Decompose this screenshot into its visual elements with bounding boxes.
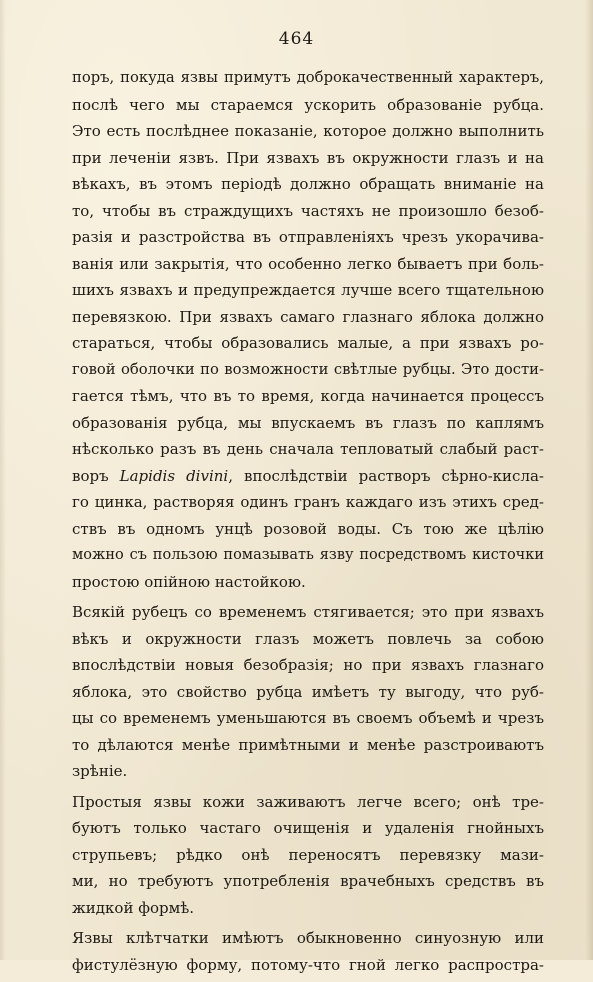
text-line: Это есть послѣднее показаніе, которое должно выполнить bbox=[72, 122, 544, 140]
paragraph bbox=[72, 925, 544, 978]
page-left-edge-shadow bbox=[0, 0, 6, 960]
body-text bbox=[72, 65, 544, 982]
text-line: ствъ въ одномъ унцѣ розовой воды. Съ тою же цѣлію bbox=[72, 519, 544, 538]
text-line: ми, но требуютъ употребленія врачебныхъ средствъ въ bbox=[72, 872, 544, 890]
text-line: жидкой формѣ. bbox=[72, 898, 195, 917]
text-line: можно съ пользою помазывать язву посредствомъ кисточки bbox=[72, 547, 544, 563]
text-line: впослѣдствіи новыя безобразія; но при язвахъ глазнаго bbox=[72, 656, 544, 674]
paragraph bbox=[72, 789, 544, 922]
text-line: говой оболочки по возможности свѣтлые рубцы. Это дости- bbox=[72, 360, 544, 378]
text-line: ванія или закрытія, что особенно легко бываетъ при боль- bbox=[72, 254, 544, 273]
text-line: фистулёзную форму, потому-что гной легко распростра- bbox=[72, 955, 544, 974]
text-line: Всякій рубецъ со временемъ стягивается; это при язвахъ bbox=[72, 603, 544, 621]
text-line: стараться, чтобы образовались малые, а при язвахъ ро- bbox=[72, 334, 544, 352]
text-line: цы со временемъ уменьшаются въ своемъ объемѣ и чрезъ bbox=[72, 709, 544, 727]
text-line: воръ Lapidis divini, впослѣдствіи растворъ сѣрно-кисла- bbox=[72, 466, 544, 485]
text-line: Язвы клѣтчатки имѣютъ обыкновенно синуозную или bbox=[72, 929, 544, 947]
text-line: яблока, это свойство рубца имѣетъ ту выгоду, что руб- bbox=[72, 682, 544, 701]
latin-term: Lapidis divini bbox=[119, 466, 229, 485]
text-line: разія и разстройства въ отправленіяхъ чрезъ укорачива- bbox=[72, 228, 544, 246]
text-line: гается тѣмъ, что въ то время, когда начинается процессъ bbox=[72, 387, 544, 405]
text-line: зрѣніе. bbox=[72, 762, 128, 780]
text-line: простою опійною настойкою. bbox=[72, 572, 306, 591]
text-line: то дѣлаются менѣе примѣтными и менѣе разстроиваютъ bbox=[72, 735, 544, 754]
text-line: вѣкахъ, въ этомъ періодѣ должно обращать вниманіе на bbox=[72, 175, 544, 193]
text-line: буютъ только частаго очищенія и удаленія гнойныхъ bbox=[72, 819, 544, 837]
paragraph bbox=[72, 599, 544, 785]
text-line: струпьевъ; рѣдко онѣ переносятъ перевязку мази- bbox=[72, 845, 544, 864]
text-line: вѣкъ и окружности глазъ можетъ повлечь за собою bbox=[72, 629, 544, 648]
text-line: поръ, покуда язвы примутъ доброкачественный характеръ, bbox=[72, 69, 544, 86]
text-line: при леченіи язвъ. При язвахъ въ окружности глазъ и на bbox=[72, 148, 544, 167]
text-line: перевязкою. При язвахъ самаго глазнаго яблока должно bbox=[72, 307, 544, 326]
page-right-edge-shadow bbox=[585, 0, 593, 960]
text-line: образованія рубца, мы впускаемъ въ глазъ по каплямъ bbox=[72, 413, 544, 432]
text-line: нѣсколько разъ въ день сначала тепловатый слабый раст- bbox=[72, 440, 544, 458]
text-line: то, чтобы въ страждущихъ частяхъ не произошло безоб- bbox=[72, 201, 544, 220]
text-line: го цинка, растворяя одинъ гранъ каждаго изъ этихъ сред- bbox=[72, 493, 544, 511]
text-line: Простыя язвы кожи заживаютъ легче всего; онѣ тре- bbox=[72, 792, 544, 811]
page-number: 464 bbox=[278, 29, 315, 49]
text-line: шихъ язвахъ и предупреждается лучше всего тщательною bbox=[72, 281, 544, 299]
paragraph bbox=[72, 65, 544, 595]
text-line: послѣ чего мы стараемся ускорить образованіе рубца. bbox=[72, 95, 544, 114]
